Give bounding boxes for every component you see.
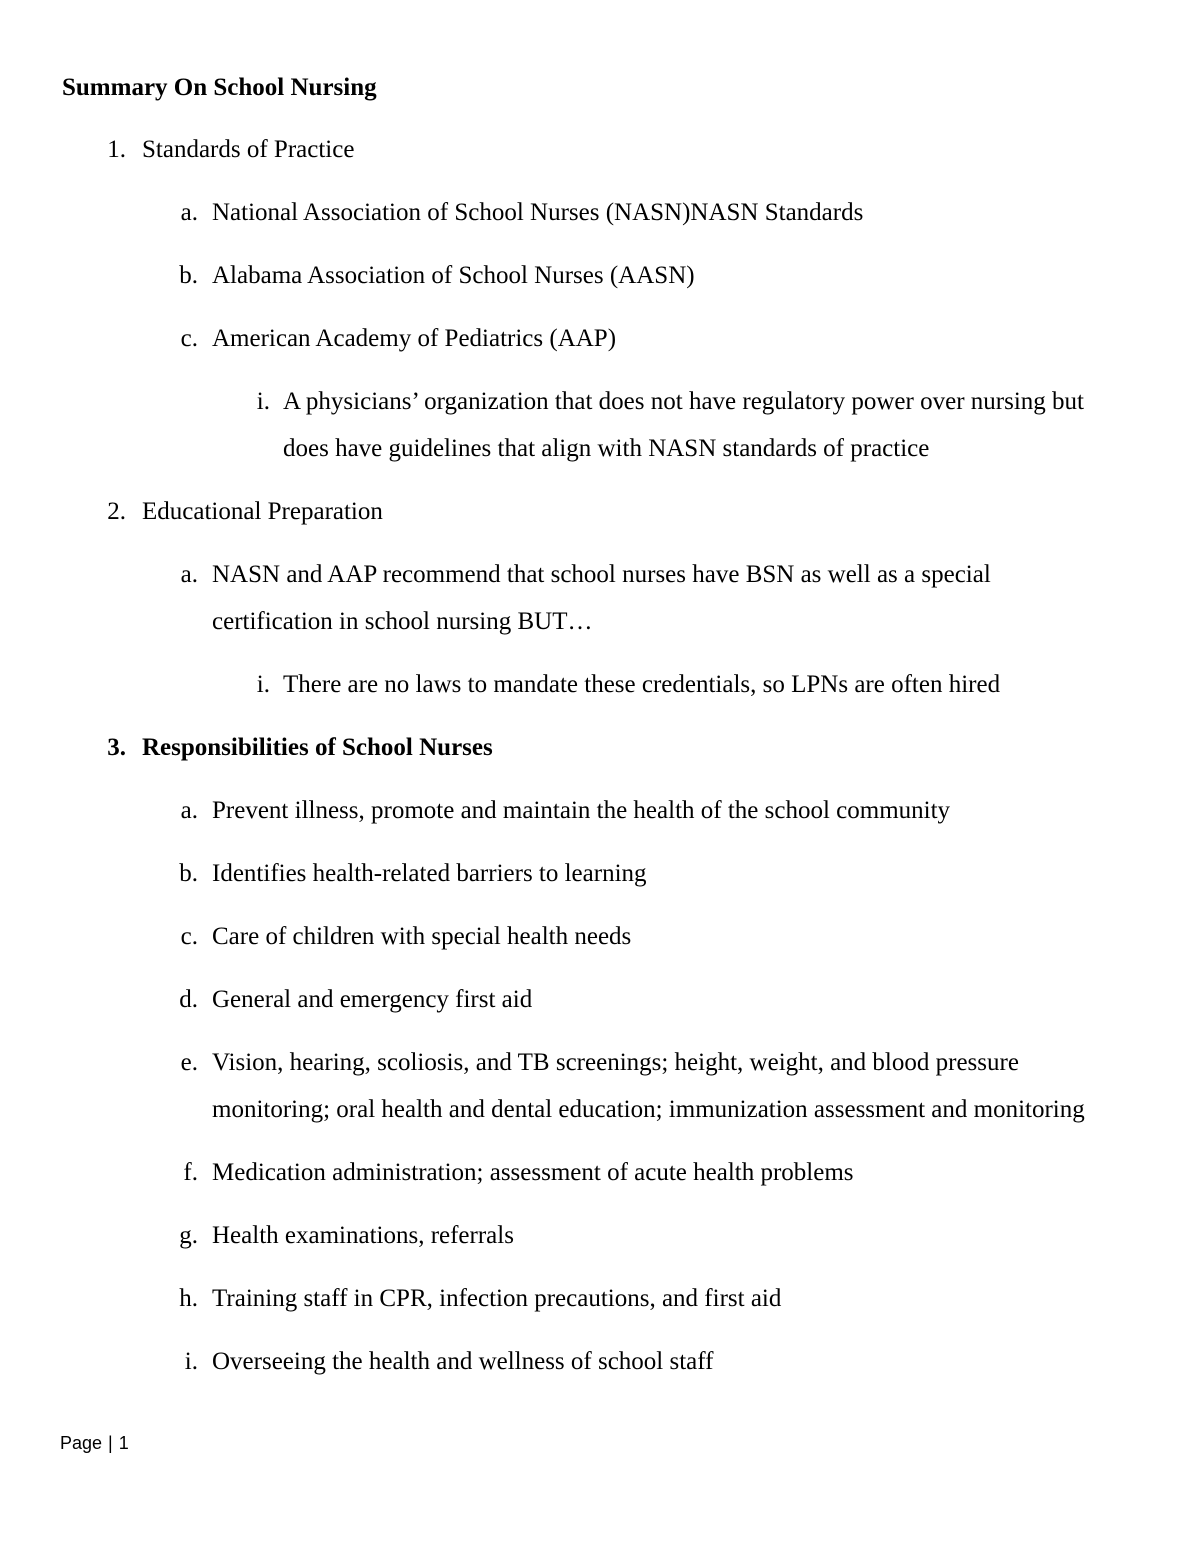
item-text: Health examinations, referrals: [212, 1222, 514, 1249]
section-title: Responsibilities of School Nurses: [142, 734, 493, 761]
item-letter: h.: [179, 1285, 198, 1312]
item-text: Vision, hearing, scoliosis, and TB screenings; height, weight, and blood pressure: [212, 1049, 1019, 1076]
section-title: Educational Preparation: [142, 498, 383, 525]
item-letter: i.: [184, 1348, 198, 1375]
sub-item-text: A physicians’ organization that does not have regulatory power over nursing but: [283, 388, 1084, 415]
sub-item-numeral: i.: [256, 388, 270, 415]
page-footer: [60, 1429, 129, 1457]
sub-item-text: does have guidelines that align with NASN standards of practice: [283, 435, 930, 462]
item-letter: f.: [183, 1159, 198, 1186]
item-text: NASN and AAP recommend that school nurses have BSN as well as a special: [212, 561, 991, 588]
item-text: Prevent illness, promote and maintain the health of the school community: [212, 797, 951, 824]
item-text: General and emergency first aid: [212, 986, 533, 1013]
item-letter: b.: [179, 860, 198, 887]
item-letter: a.: [180, 797, 198, 824]
footer-separator: |: [108, 1433, 113, 1453]
page-number: 1: [118, 1433, 129, 1453]
item-text: Medication administration; assessment of acute health problems: [212, 1159, 854, 1186]
section-number: 1.: [107, 136, 126, 163]
item-text: Identifies health-related barriers to learning: [212, 860, 647, 887]
section-number: 3.: [107, 734, 126, 761]
item-text: Care of children with special health needs: [212, 923, 632, 950]
item-letter: c.: [180, 923, 198, 950]
section-title: Standards of Practice: [142, 136, 355, 163]
item-letter: b.: [179, 262, 198, 289]
item-text: monitoring; oral health and dental education; immunization assessment and monitoring: [212, 1096, 1085, 1123]
item-text: Training staff in CPR, infection precautions, and first aid: [212, 1285, 782, 1312]
page-label: Page: [60, 1433, 103, 1453]
item-text: American Academy of Pediatrics (AAP): [212, 325, 617, 352]
item-text: Overseeing the health and wellness of school staff: [212, 1348, 714, 1375]
document-title: Summary On School Nursing: [62, 74, 377, 101]
sub-item-text: There are no laws to mandate these credentials, so LPNs are often hired: [283, 671, 1001, 698]
item-letter: a.: [180, 561, 198, 588]
item-letter: c.: [180, 325, 198, 352]
sub-item-numeral: i.: [256, 671, 270, 698]
section-number: 2.: [107, 498, 126, 525]
item-text: certification in school nursing BUT…: [212, 608, 593, 635]
item-text: National Association of School Nurses (NASN)NASN Standards: [212, 199, 864, 226]
item-letter: e.: [180, 1049, 198, 1076]
item-letter: g.: [179, 1222, 198, 1249]
item-letter: d.: [179, 986, 198, 1013]
item-text: Alabama Association of School Nurses (AASN): [212, 262, 695, 289]
item-letter: a.: [180, 199, 198, 226]
